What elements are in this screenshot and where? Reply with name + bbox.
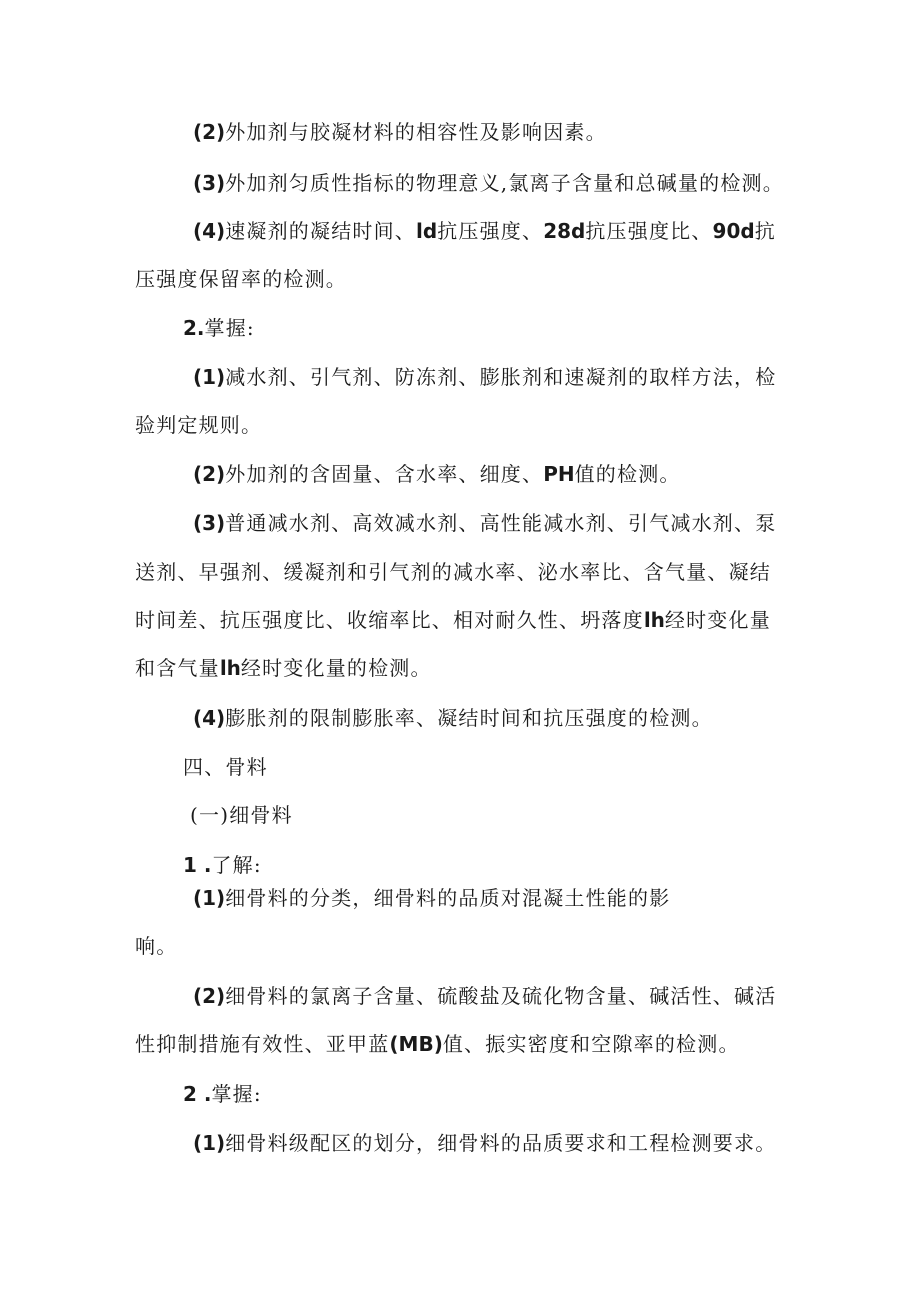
item-number: 1 . <box>183 853 212 877</box>
line-text: 送剂、早强剂、缓凝剂和引气剂的减水率、泌水率比、含气量、凝结 <box>135 560 771 584</box>
section-heading <box>183 316 833 340</box>
item-number: (4) <box>193 706 226 730</box>
line-text: 细骨料的分类，细骨料的品质对混凝土性能的影 <box>225 886 671 910</box>
item-number: (2) <box>193 984 226 1008</box>
line-text: 外加剂的含固量、含水率、细度、 <box>225 462 544 486</box>
item-number: 2 . <box>183 1082 212 1106</box>
term-ph: PH <box>543 462 575 486</box>
text-line <box>135 413 785 437</box>
line-text: 抗 <box>754 219 776 243</box>
text-line <box>193 984 843 1008</box>
text-line <box>193 1131 843 1155</box>
item-number: (1) <box>193 886 226 910</box>
term-lh: lh <box>643 608 665 632</box>
line-text: 经时变化量 <box>664 608 771 632</box>
line-text: 抗压强度、 <box>437 219 544 243</box>
line-text: 外加剂匀质性指标的物理意义,氯离子含量和总碱量的检测。 <box>225 171 784 195</box>
text-line <box>193 219 843 243</box>
term-28d: 28d <box>543 219 586 243</box>
term-90d: 90d <box>712 219 755 243</box>
section-heading <box>183 1082 833 1106</box>
line-text: 验判定规则。 <box>135 413 263 437</box>
text-line <box>135 608 785 632</box>
item-number: (4) <box>193 219 226 243</box>
text-line <box>135 1032 785 1056</box>
text-line <box>193 462 843 486</box>
item-number: (3) <box>193 511 226 535</box>
text-line <box>193 886 843 910</box>
text-line <box>193 365 843 389</box>
text-line <box>135 267 785 291</box>
line-text: 经时变化量的检测。 <box>240 656 432 680</box>
item-number: (1) <box>193 365 226 389</box>
item-number: (3) <box>193 171 226 195</box>
line-text: 细骨料级配区的划分，细骨料的品质要求和工程检测要求。 <box>225 1131 777 1155</box>
text-line <box>193 171 843 195</box>
line-text: 掌握: <box>211 1082 262 1106</box>
line-text: 减水剂、引气剂、防冻剂、膨胀剂和速凝剂的取样方法，检 <box>225 365 777 389</box>
subsection-heading <box>190 803 840 827</box>
item-number: (1) <box>193 1131 226 1155</box>
line-text: 速凝剂的凝结时间、 <box>225 219 417 243</box>
line-text: (一)细骨料 <box>190 803 293 827</box>
line-text: 性抑制措施有效性、亚甲蓝 <box>135 1032 390 1056</box>
term-ld: ld <box>416 219 438 243</box>
line-text: 响。 <box>135 934 178 958</box>
text-line <box>193 706 843 730</box>
line-text: 抗压强度比、 <box>585 219 713 243</box>
text-line <box>193 511 843 535</box>
chapter-heading <box>183 755 833 779</box>
line-text: 了解: <box>211 853 262 877</box>
item-number: 2. <box>183 316 205 340</box>
line-text: 膨胀剂的限制膨胀率、凝结时间和抗压强度的检测。 <box>225 706 713 730</box>
item-number: (2) <box>193 120 226 144</box>
line-text: 值、振实密度和空隙率的检测。 <box>442 1032 740 1056</box>
line-text: 值的检测。 <box>574 462 681 486</box>
text-line <box>135 560 785 584</box>
term-mb: (MB) <box>389 1032 443 1056</box>
line-text: 细骨料的氯离子含量、硫酸盐及硫化物含量、碱活性、碱活 <box>225 984 777 1008</box>
line-text: 掌握: <box>204 316 255 340</box>
line-text: 外加剂与胶凝材料的相容性及影响因素。 <box>225 120 607 144</box>
term-lh: lh <box>219 656 241 680</box>
line-text: 普通减水剂、高效减水剂、高性能减水剂、引气减水剂、泵 <box>225 511 777 535</box>
text-line <box>193 120 843 144</box>
text-line <box>135 934 785 958</box>
section-heading <box>183 853 833 877</box>
text-line <box>135 656 785 680</box>
line-text: 和含气量 <box>135 656 220 680</box>
line-text: 四、骨料 <box>183 755 268 779</box>
item-number: (2) <box>193 462 226 486</box>
line-text: 时间差、抗压强度比、收缩率比、相对耐久性、坍落度 <box>135 608 644 632</box>
line-text: 压强度保留率的检测。 <box>135 267 347 291</box>
